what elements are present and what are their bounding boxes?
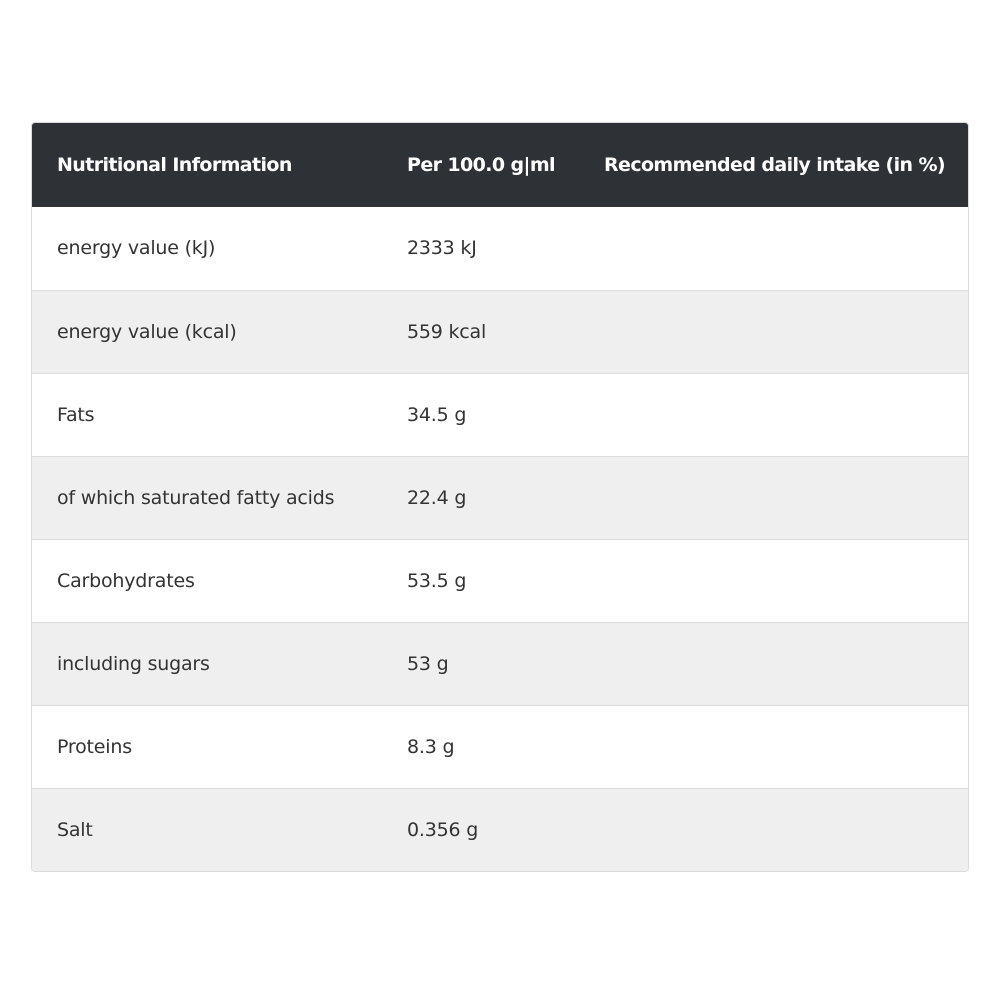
header-nutritional-information: Nutritional Information — [57, 154, 292, 176]
nutrient-daily-intake — [579, 207, 968, 290]
nutrient-value: 8.3 g — [407, 735, 455, 758]
table-row — [32, 373, 968, 456]
nutrition-table-container — [31, 122, 969, 872]
nutrient-name: including sugars — [57, 652, 210, 675]
nutrient-name: Proteins — [57, 735, 132, 758]
table-row — [32, 290, 968, 373]
nutrient-name: Fats — [57, 403, 95, 426]
nutrient-daily-intake — [579, 788, 968, 871]
table-row — [32, 207, 968, 290]
nutrient-value: 53 g — [407, 652, 449, 675]
table-row — [32, 705, 968, 788]
nutrient-value: 53.5 g — [407, 569, 467, 592]
table-row — [32, 788, 968, 871]
nutrition-table — [32, 123, 968, 871]
table-body — [32, 207, 968, 871]
table-row — [32, 539, 968, 622]
nutrient-value: 22.4 g — [407, 486, 467, 509]
table-row — [32, 622, 968, 705]
nutrient-name: of which saturated fatty acids — [57, 486, 335, 509]
nutrient-value: 0.356 g — [407, 818, 479, 841]
nutrient-value: 559 kcal — [407, 320, 487, 343]
nutrient-daily-intake — [579, 373, 968, 456]
nutrient-daily-intake — [579, 290, 968, 373]
nutrient-name: Carbohydrates — [57, 569, 195, 592]
table-header — [32, 123, 968, 207]
nutrient-daily-intake — [579, 622, 968, 705]
header-daily-intake: Recommended daily intake (in %) — [604, 154, 946, 176]
nutrient-daily-intake — [579, 705, 968, 788]
nutrient-value: 34.5 g — [407, 403, 467, 426]
nutrient-value: 2333 kJ — [407, 237, 477, 260]
nutrient-name: energy value (kJ) — [57, 237, 216, 260]
table-row — [32, 456, 968, 539]
header-per-100g: Per 100.0 g|ml — [407, 154, 555, 176]
nutrient-name: Salt — [57, 818, 93, 841]
nutrient-daily-intake — [579, 539, 968, 622]
header-row — [32, 123, 968, 207]
nutrient-daily-intake — [579, 456, 968, 539]
nutrient-name: energy value (kcal) — [57, 320, 237, 343]
